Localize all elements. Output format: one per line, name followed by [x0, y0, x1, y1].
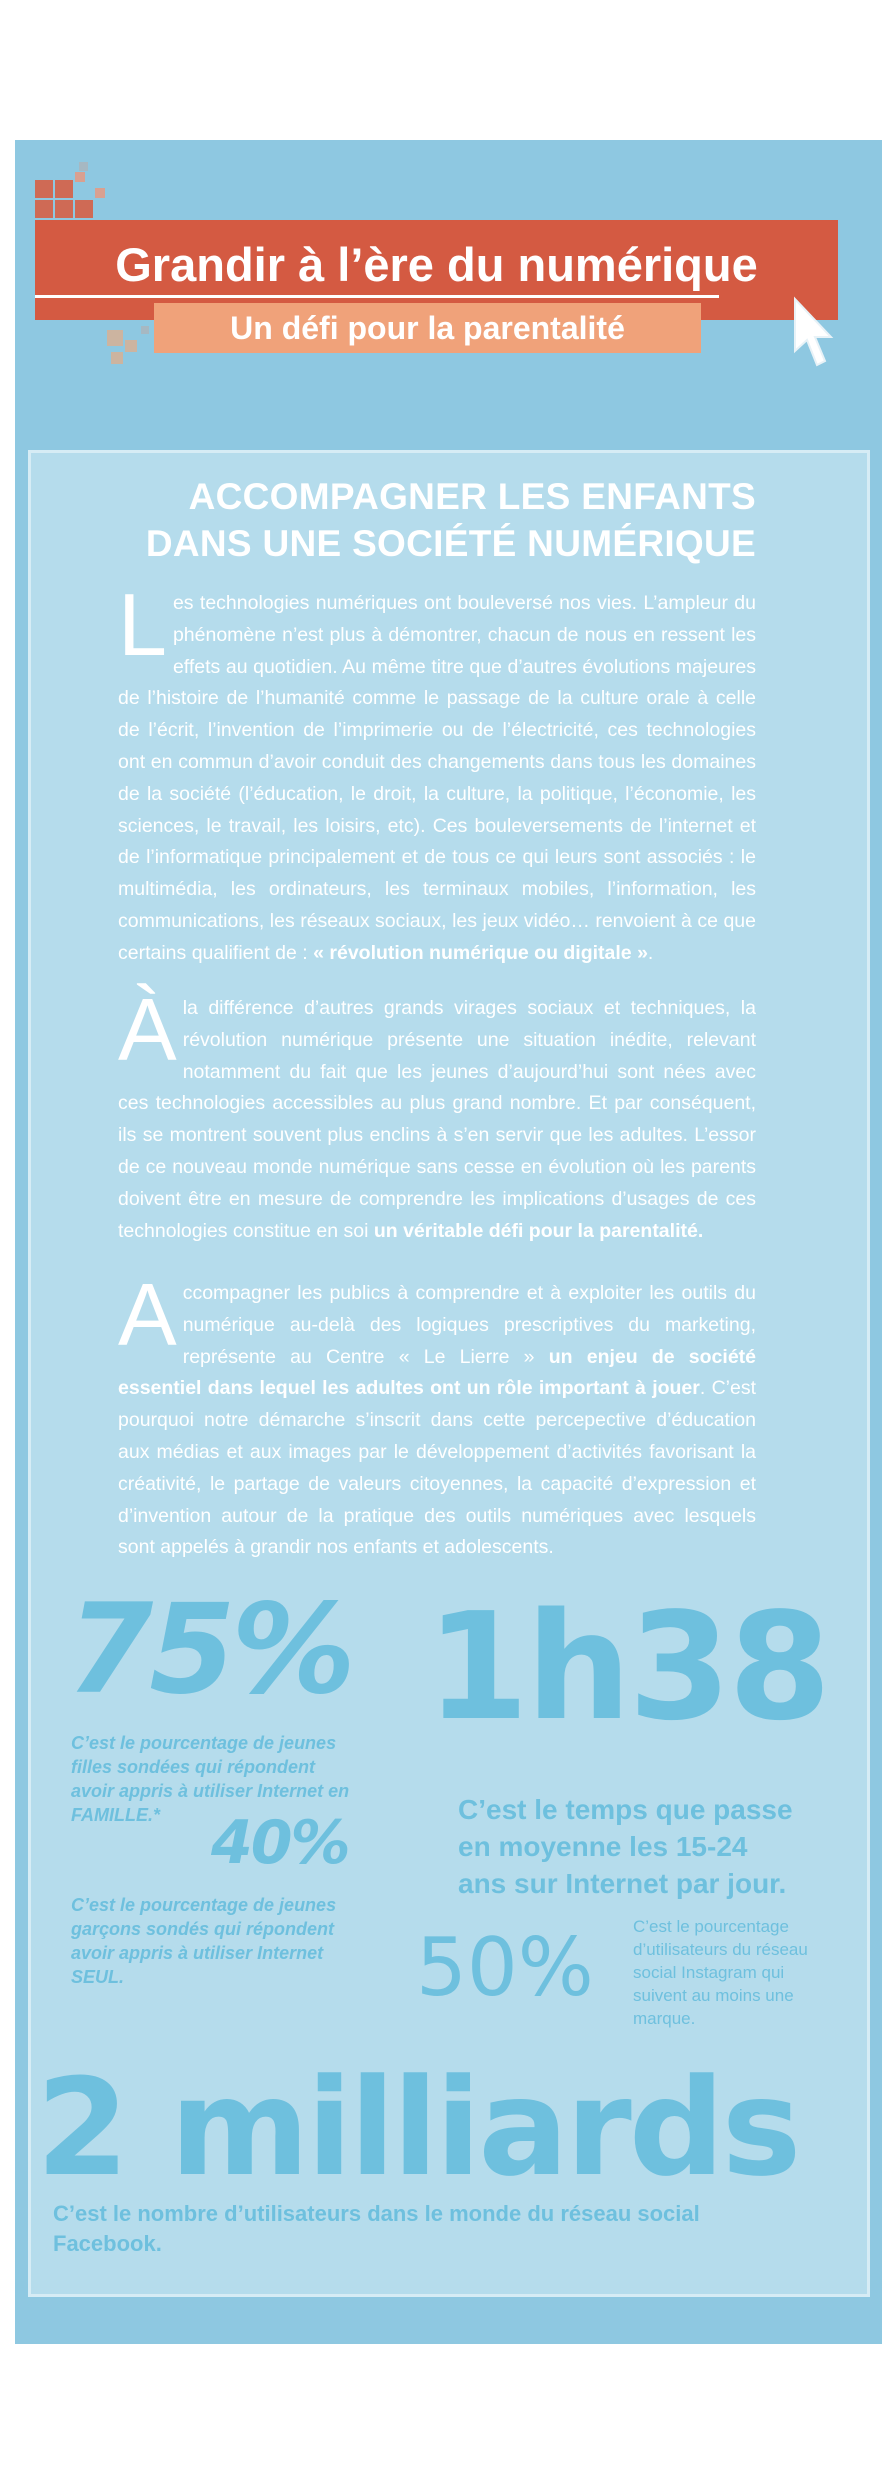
stat-75-line3: avoir appris à utiliser Internet en [71, 1781, 350, 1801]
stat-billions-line2: Facebook. [53, 2231, 162, 2256]
paragraph-3-tail: . C’est pourquoi notre démarche s’inscrit dans cette percepective d’éducation aux médias et aux images par le développement d’activités favorisant la créativité, le partage de valeurs citoyennes, la capacité d’expression et d’invention autour de la pratique des outils numériques avec lesquels sont appelés à grandir nos enfants et adolescents. [118, 1377, 757, 1559]
paragraph-1-bold: « révolution numérique ou digitale » [313, 941, 648, 964]
mouse-pointer-icon [791, 295, 839, 373]
paragraph-2-bold: un véritable défi pour la parentalité. [373, 1219, 704, 1242]
stat-75-value: 75% [67, 1578, 352, 1722]
stat-billions-line1: C’est le nombre d’utilisateurs dans le monde du réseau social [53, 2201, 700, 2226]
dropcap-1: L [118, 575, 167, 674]
stat-75-line4: FAMILLE.* [71, 1805, 160, 1825]
stat-time-line3: ans sur Internet par jour. [458, 1868, 787, 1899]
stat-40-caption [71, 1893, 336, 1989]
stat-40-line1: C’est le pourcentage de jeunes [71, 1895, 337, 1915]
paragraph-2 [118, 980, 756, 1247]
stat-75-line1: C’est le pourcentage de jeunes [71, 1733, 337, 1753]
paragraph-3-bold: un enjeu de société essentiel dans lequel les adultes ont un rôle important à jouer [118, 1345, 756, 1400]
dropcap-3: A [118, 1265, 177, 1364]
infographic-poster [15, 140, 882, 2344]
stat-40-line4: SEUL. [71, 1967, 125, 1987]
stat-50-caption [633, 1915, 808, 2030]
stat-time-line1: C’est le temps que passe [458, 1794, 793, 1825]
paragraph-1-tail: . [647, 941, 654, 964]
footnote: *Selon un sondage sur les pratiques numériques des jeunes du Centre « Le Lierre » réalisé courant de l’année 2017. [18, 2355, 743, 2371]
paragraph-1-text: es technologies numériques ont bouleversé nos vies. L’ampleur du phénomène n’est plus à démontrer, chacun de nous en ressent les effets au quotidien. Au même titre que d’autres évolutions majeures de l’histoire de l’humanité comme le passage de la culture orale à celle de l’écrit, l’invention de l’imprimerie ou de l’électricité, ces technologies ont en commun d’avoir conduit des changements dans tous les domaines de la société (l’éducation, le droit, la culture, la politique, l’économie, les sciences, le travail, les loisirs, etc). Ces bouleversements de l’internet et de l’informatique principalement et de tous ce qui leurs sont associés : le multimédia, les ordinateurs, les terminaux mobiles, l’information, les communications, les réseaux sociaux, les jeux vidéo… renvoient à ce que certains qualifient de : [118, 592, 756, 964]
stat-50-line1: C’est le pourcentage [633, 1917, 789, 1936]
subtitle [154, 303, 701, 353]
section-heading-line1: ACCOMPAGNER LES ENFANTS [188, 476, 756, 517]
stat-75-line2: filles sondées qui répondent [71, 1757, 316, 1777]
paragraph-1 [118, 575, 756, 970]
stat-40-line3: avoir appris à utiliser Internet [71, 1943, 324, 1963]
title-underline [35, 295, 719, 298]
stat-billions-value: 2 milliards [36, 2050, 799, 2206]
stat-time-value: 1h38 [426, 1581, 829, 1753]
subtitle-text: Un défi pour la parentalité [230, 309, 625, 346]
dropcap-2: À [118, 980, 177, 1079]
stat-time-caption [458, 1791, 793, 1902]
main-title-text: Grandir à l’ère du numérique [115, 237, 758, 291]
paragraph-3-text: ccompagner les publics à comprendre et à exploiter les outils du numérique au-delà des logiques prescriptives du marketing, représente au Centre « Le Lierre » [182, 1282, 756, 1368]
stat-40-line2: garçons sondés qui répondent [71, 1919, 335, 1939]
stat-50-line3: social Instagram qui [633, 1963, 785, 1982]
stat-50-line5: marque. [633, 2009, 696, 2028]
content-panel [28, 450, 870, 2297]
stat-billions-caption [53, 2199, 700, 2259]
stat-40-value: 40% [211, 1808, 349, 1878]
paragraph-3 [118, 1265, 757, 1564]
stat-time-line2: en moyenne les 15-24 [458, 1831, 748, 1862]
stat-50-line4: suivent au moins une [633, 1986, 794, 2005]
paragraph-2-text: la différence d’autres grands virages sociaux et techniques, la révolution numérique présente une situation inédite, relevant notamment du fait que les jeunes d’aujourd’hui sont nées avec ces technologies accessibles au plus grand nombre. Et par conséquent, ils se montrent souvent plus enclins à s’en servir que les adultes. L’essor de ce nouveau monde numérique sans cesse en évolution où les parents doivent être en mesure de comprendre les implications d’usages de ces technologies constitue en soi [118, 997, 756, 1242]
stat-50-line2: d’utilisateurs du réseau [633, 1940, 808, 1959]
section-heading-line2: DANS UNE SOCIÉTÉ NUMÉRIQUE [145, 523, 756, 564]
stat-50-value: 50% [416, 1921, 594, 2014]
section-heading [131, 473, 756, 567]
